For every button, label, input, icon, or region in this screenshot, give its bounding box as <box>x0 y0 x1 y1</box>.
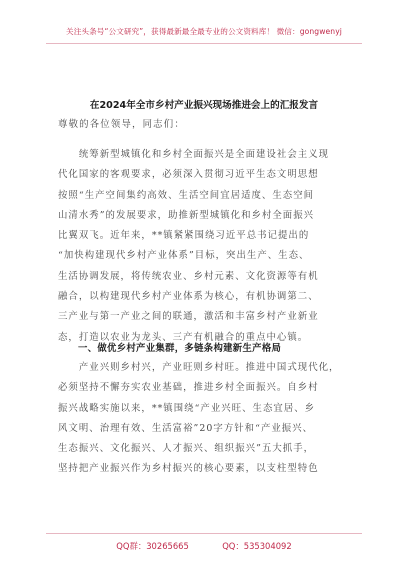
paragraph-line: 融合，以构建现代乡村产业体系为核心，有机协调第二、 <box>58 291 319 303</box>
salutation: 尊敬的各位领导，同志们： <box>58 119 185 130</box>
section-heading: 一、做优乡村产业集群，多链条构建新生产格局 <box>78 343 282 354</box>
paragraph-line: 比翼双飞。近年来，**镇紧紧围绕习近平总书记提出的 <box>58 230 310 242</box>
paragraph-line: 产业兴则乡村兴，产业旺则乡村旺。推进中国式现代化， <box>58 362 340 373</box>
paragraph-line: 山清水秀”的发展要求，助推新型城镇化和乡村全面振兴 <box>58 209 315 221</box>
paragraph-line: 代化国家的客观要求，必须深入贯彻习近平生态文明思想 <box>58 169 319 181</box>
footer-qq-contact: QQ：535304092 <box>222 541 292 551</box>
paragraph-line: 必须坚持不懈夯实农业基础，推进乡村全面振兴。自乡村 <box>58 382 319 394</box>
header-banner: 关注头条号“公文研究”，获得最新最全最专业的公文资料库！ 微信：gongwenyj <box>66 27 342 36</box>
paragraph-line: 态，打造以农业为龙头、三产有机融合的重点中心镇。 <box>58 331 309 343</box>
document-title: 在2024年全市乡村产业振兴现场推进会上的汇报发言 <box>89 100 319 111</box>
paragraph-line: 风文明、治理有效、生活富裕”20字方针和“产业振兴、 <box>58 422 314 434</box>
paragraph-line: 统筹新型城镇化和乡村全面振兴是全面建设社会主义现 <box>58 149 330 160</box>
paragraph-line: 振兴战略实施以来，**镇围绕“产业兴旺、生态宜居、乡 <box>58 402 316 414</box>
paragraph-line: 坚持把产业振兴作为乡村振兴的核心要素，以支柱型特色 <box>58 463 319 475</box>
header-divider <box>46 43 362 44</box>
paragraph-line: 生态振兴、文化振兴、人才振兴、组织振兴”五大抓手， <box>58 443 315 455</box>
paragraph-line: 生活协调发展，将传统农业、乡村元素、文化资源等有机 <box>58 270 319 282</box>
footer <box>0 540 408 552</box>
footer-qq-group: QQ群：30265665 <box>116 541 189 551</box>
paragraph-2 <box>58 358 354 480</box>
footer-divider <box>46 533 362 534</box>
paragraph-line: 按照“生产空间集约高效、生活空间宜居适度、生态空间 <box>58 189 315 201</box>
paragraph-line: “加快构建现代乡村产业体系”目标，突出生产、生态、 <box>58 250 310 262</box>
paragraph-1 <box>58 145 354 348</box>
paragraph-line: 三产业与第一产业之间的联通，激活和丰富乡村产业新业 <box>58 311 319 323</box>
